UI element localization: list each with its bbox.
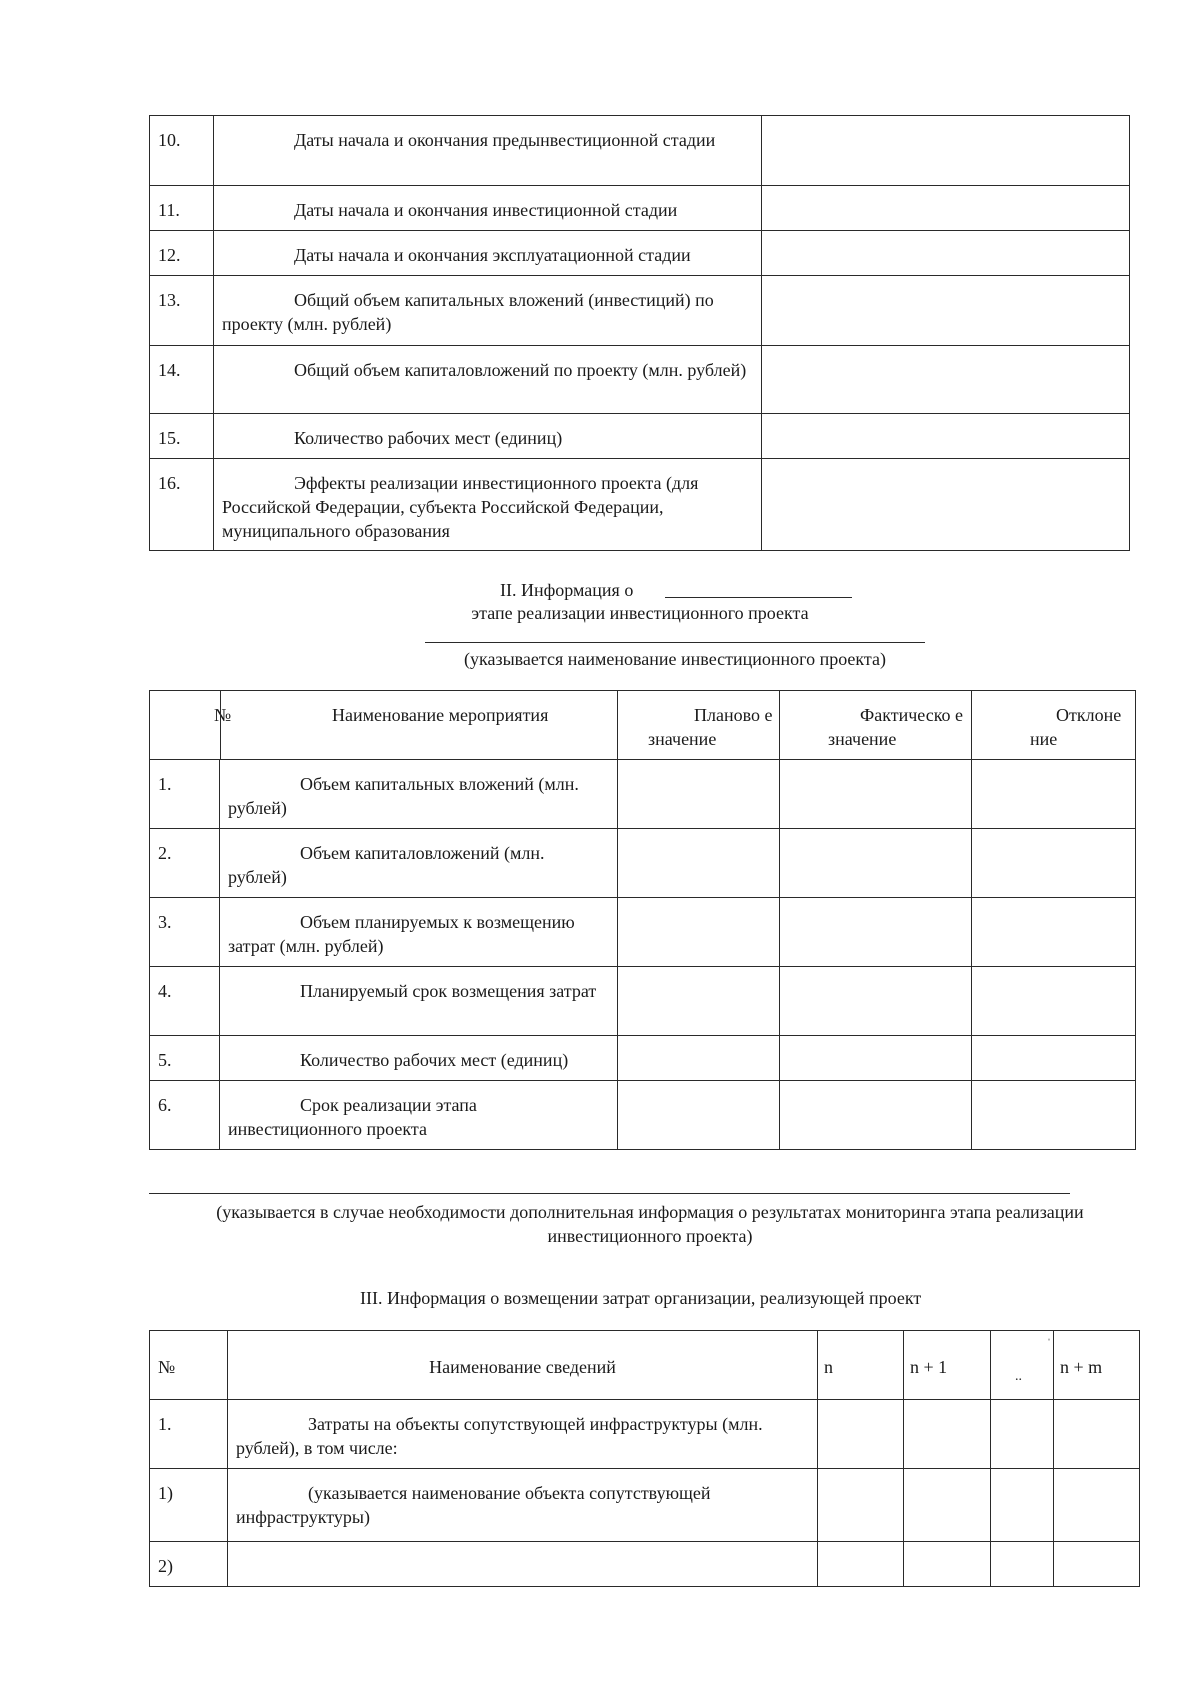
col-header-year-n-plus-1: n + 1 — [910, 1357, 948, 1377]
table-row — [150, 231, 1130, 276]
table-row — [150, 276, 1130, 346]
col-header-year-n-plus-m: n + m — [1060, 1357, 1103, 1377]
table-body — [150, 1400, 1140, 1587]
ellipsis-cell[interactable] — [991, 1542, 1054, 1587]
row-text: Срок реализации этапа инвестиционного проекта — [228, 1095, 477, 1139]
project-name-blank-line — [425, 642, 925, 643]
table-stage-info — [149, 690, 1136, 1150]
table-header-row — [150, 691, 1136, 760]
year-n-cell[interactable] — [818, 1400, 904, 1469]
ellipsis-cell[interactable] — [991, 1469, 1054, 1542]
deviation-cell[interactable] — [972, 760, 1136, 829]
col-header-actual: Фактическо е значение — [828, 705, 964, 749]
table-row — [150, 459, 1130, 551]
table-row — [150, 186, 1130, 231]
table-body — [150, 760, 1136, 1150]
table-header-row — [150, 1331, 1140, 1400]
col-header-name: Наименование мероприятия — [332, 705, 549, 725]
deviation-cell[interactable] — [972, 1081, 1136, 1150]
row-text: Эффекты реализации инвестиционного проекта (для Российской Федерации, субъекта Российской Федерации, муниципального образования — [222, 473, 699, 541]
row-number: 5. — [158, 1050, 172, 1070]
actual-cell[interactable] — [780, 898, 972, 967]
table-row — [150, 116, 1130, 186]
year-n-plus-m-cell[interactable] — [1054, 1542, 1140, 1587]
row-text: Объем капиталовложений (млн. рублей) — [228, 843, 545, 887]
actual-cell[interactable] — [780, 829, 972, 898]
table-project-stages — [149, 115, 1130, 551]
col-header-ellipsis: .. — [1015, 1369, 1022, 1384]
year-n-plus-1-cell[interactable] — [904, 1542, 991, 1587]
header-tick-mark: ˈ — [1047, 1336, 1051, 1350]
col-header-deviation: Отклоне ние — [1030, 705, 1122, 749]
row-text: Количество рабочих мест (единиц) — [300, 1050, 569, 1070]
deviation-cell[interactable] — [972, 829, 1136, 898]
row-number: 4. — [158, 981, 172, 1001]
deviation-cell[interactable] — [972, 898, 1136, 967]
planned-cell[interactable] — [618, 1036, 780, 1081]
table-row — [150, 414, 1130, 459]
table-row — [150, 1036, 1136, 1081]
section-2-title-prefix: II. Информация о — [500, 580, 634, 600]
row-text: Общий объем капиталовложений по проекту (млн. рублей) — [294, 360, 747, 380]
row-text: Даты начала и окончания эксплуатационной стадии — [294, 245, 691, 265]
actual-cell[interactable] — [780, 1081, 972, 1150]
row-number: 11. — [158, 200, 180, 220]
table-header — [150, 1331, 1140, 1400]
row-number: 13. — [158, 290, 181, 310]
row-number: 1. — [158, 774, 172, 794]
row-text: Затраты на объекты сопутствующей инфраструктуры (млн. рублей), в том числе: — [236, 1414, 763, 1458]
row-number: 14. — [158, 360, 181, 380]
deviation-cell[interactable] — [972, 1036, 1136, 1081]
row-number: 2. — [158, 843, 172, 863]
actual-cell[interactable] — [780, 1036, 972, 1081]
value-cell[interactable] — [762, 276, 1130, 346]
planned-cell[interactable] — [618, 829, 780, 898]
col-header-name: Наименование сведений — [429, 1357, 616, 1377]
row-number: 10. — [158, 130, 181, 150]
section-2-subtitle: этапе реализации инвестиционного проекта — [471, 603, 809, 623]
row-text: Объем капитальных вложений (млн. рублей) — [228, 774, 579, 818]
row-text: Общий объем капитальных вложений (инвестиций) по проекту (млн. рублей) — [222, 290, 714, 334]
year-n-cell[interactable] — [818, 1542, 904, 1587]
project-name-caption: (указывается наименование инвестиционного проекта) — [464, 649, 886, 669]
row-number: 3. — [158, 912, 172, 932]
table-row — [150, 1081, 1136, 1150]
row-number: 2) — [158, 1556, 173, 1576]
row-text: Количество рабочих мест (единиц) — [294, 428, 563, 448]
col-header-year-n: n — [824, 1357, 833, 1377]
planned-cell[interactable] — [618, 1081, 780, 1150]
col-header-planned: Планово е значение — [648, 705, 773, 749]
table-row — [150, 829, 1136, 898]
ellipsis-cell[interactable] — [991, 1400, 1054, 1469]
year-n-plus-1-cell[interactable] — [904, 1469, 991, 1542]
year-n-plus-m-cell[interactable] — [1054, 1469, 1140, 1542]
value-cell[interactable] — [762, 459, 1130, 551]
value-cell[interactable] — [762, 346, 1130, 414]
section-2-title — [500, 578, 633, 602]
col-header-number: № — [158, 1357, 176, 1377]
table-header — [150, 691, 1136, 760]
row-text: Даты начала и окончания предынвестиционной стадии — [294, 130, 716, 150]
table-row — [150, 346, 1130, 414]
additional-info-caption: (указывается в случае необходимости дополнительная информация о результатах мониторинга этапа реализации инвестиционного проекта) — [216, 1202, 1084, 1246]
row-text — [228, 1542, 817, 1554]
year-n-plus-m-cell[interactable] — [1054, 1400, 1140, 1469]
table-row — [150, 898, 1136, 967]
deviation-cell[interactable] — [972, 967, 1136, 1036]
table-row — [150, 1542, 1140, 1587]
section-3-title: III. Информация о возмещении затрат организации, реализующей проект — [360, 1288, 922, 1308]
planned-cell[interactable] — [618, 967, 780, 1036]
row-text: (указывается наименование объекта сопутствующей инфраструктуры) — [236, 1483, 711, 1527]
planned-cell[interactable] — [618, 760, 780, 829]
table-cost-reimbursement — [149, 1330, 1140, 1587]
table-row — [150, 1400, 1140, 1469]
year-n-cell[interactable] — [818, 1469, 904, 1542]
value-cell[interactable] — [762, 116, 1130, 186]
actual-cell[interactable] — [780, 760, 972, 829]
table-row — [150, 1469, 1140, 1542]
row-text: Планируемый срок возмещения затрат — [300, 981, 597, 1001]
row-text: Объем планируемых к возмещению затрат (млн. рублей) — [228, 912, 575, 956]
stage-name-blank-line — [665, 597, 852, 598]
value-cell[interactable] — [762, 231, 1130, 276]
row-number: 12. — [158, 245, 181, 265]
planned-cell[interactable] — [618, 898, 780, 967]
value-cell[interactable] — [762, 186, 1130, 231]
additional-info-blank-line — [149, 1193, 1070, 1194]
actual-cell[interactable] — [780, 967, 972, 1036]
row-number: 6. — [158, 1095, 172, 1115]
row-number: 1. — [158, 1414, 172, 1434]
row-number: 16. — [158, 473, 181, 493]
table-row — [150, 967, 1136, 1036]
row-number: 1) — [158, 1483, 173, 1503]
row-text: Даты начала и окончания инвестиционной стадии — [294, 200, 678, 220]
col-header-number: № — [214, 705, 232, 725]
column-divider — [220, 691, 221, 759]
table-row — [150, 760, 1136, 829]
row-number: 15. — [158, 428, 181, 448]
year-n-plus-1-cell[interactable] — [904, 1400, 991, 1469]
table-body — [150, 116, 1130, 551]
value-cell[interactable] — [762, 414, 1130, 459]
